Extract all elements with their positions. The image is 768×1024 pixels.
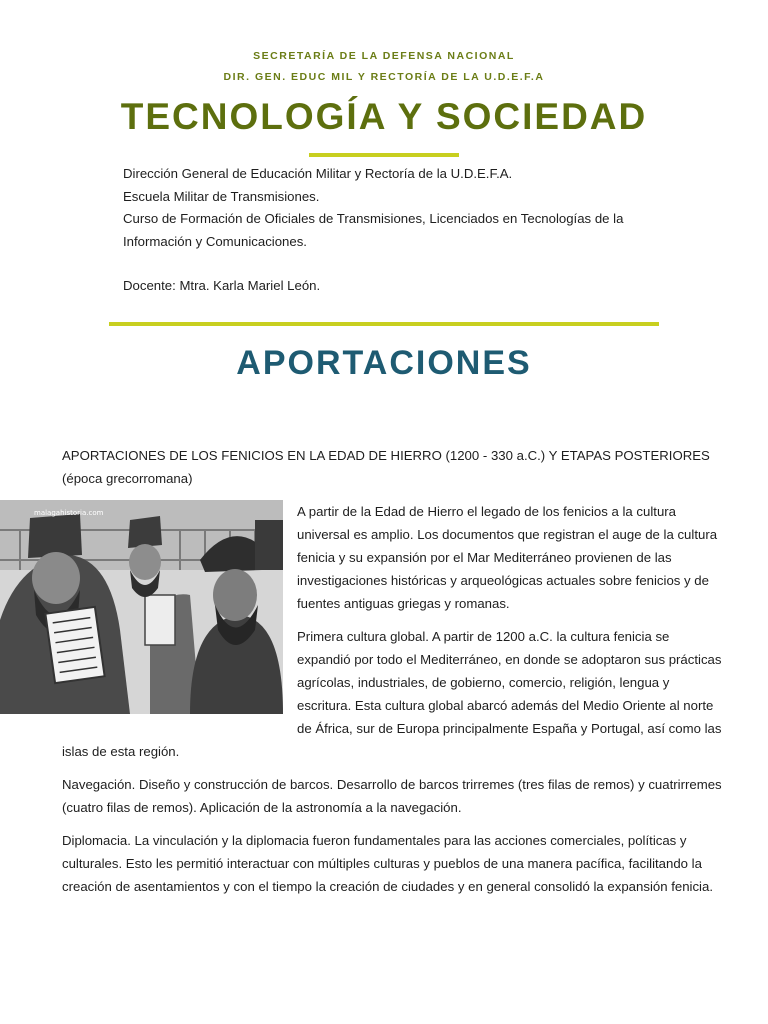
image-watermark: malagahistoria.com	[34, 509, 104, 517]
phoenician-illustration	[0, 500, 283, 714]
section-divider	[109, 322, 659, 326]
institution-info	[123, 163, 683, 298]
paragraph-diplomacy: Diplomacia. La vinculación y la diplomacia fueron fundamentales para las acciones comerciales, políticas y culturales. Esto les permitió interactuar con múltiples culturas y pueblos de una manera pacífica, facilitando la creación de asentamientos y con el tiempo la creación de ciudades y en general consolidó la expansión fenicia.	[62, 833, 713, 894]
paragraph-global-culture: Primera cultura global. A partir de 1200 a.C. la cultura fenicia se expandió por todo el Mediterráneo, en donde se adoptaron sus prácticas agrícolas, industriales, de gobierno, comercio, religión, lengua y escritura. Esta cultura global abarcó además del Medio Oriente al norte de África, sur de Europa principalmente España y Portugal, así como las islas de esta región.	[62, 629, 722, 759]
document-title: TECNOLOGÍA Y SOCIEDAD	[120, 96, 648, 137]
teacher-line: Docente: Mtra. Karla Mariel León.	[123, 278, 321, 293]
header-line-1: SECRETARÍA DE LA DEFENSA NACIONAL	[253, 50, 515, 62]
info-line-1: Dirección General de Educación Militar y Rectoría de la U.D.E.F.A.	[123, 166, 513, 181]
section-title: APORTACIONES	[236, 344, 532, 382]
paragraph-legacy: A partir de la Edad de Hierro el legado de los fenicios a la cultura universal es amplio. Los documentos que registran el auge de la cultura fenicia y su expansión por el Mar Mediterráneo provienen de las investigaciones históricas y arqueológicas actuales sobre fenicios y de fuentes antiguas griegas y romanas.	[297, 504, 718, 611]
illustration-drawing	[0, 500, 283, 714]
header-line-2: DIR. GEN. EDUC MIL Y RECTORÍA DE LA U.D.E.F.A	[223, 71, 545, 83]
section-intro: APORTACIONES DE LOS FENICIOS EN LA EDAD DE HIERRO (1200 - 330 a.C.) Y ETAPAS POSTERIORES (época grecorromana)	[62, 448, 710, 486]
info-line-3: Curso de Formación de Oficiales de Transmisiones, Licenciados en Tecnologías de la Información y Comunicaciones.	[123, 211, 624, 249]
paragraph-navigation: Navegación. Diseño y construcción de barcos. Desarrollo de barcos trirremes (tres filas de remos) y cuatrirremes (cuatro filas de remos). Aplicación de la astronomía a la navegación.	[62, 777, 722, 815]
title-divider	[309, 153, 459, 157]
section-body	[34, 444, 722, 908]
info-line-2: Escuela Militar de Transmisiones.	[123, 188, 320, 204]
